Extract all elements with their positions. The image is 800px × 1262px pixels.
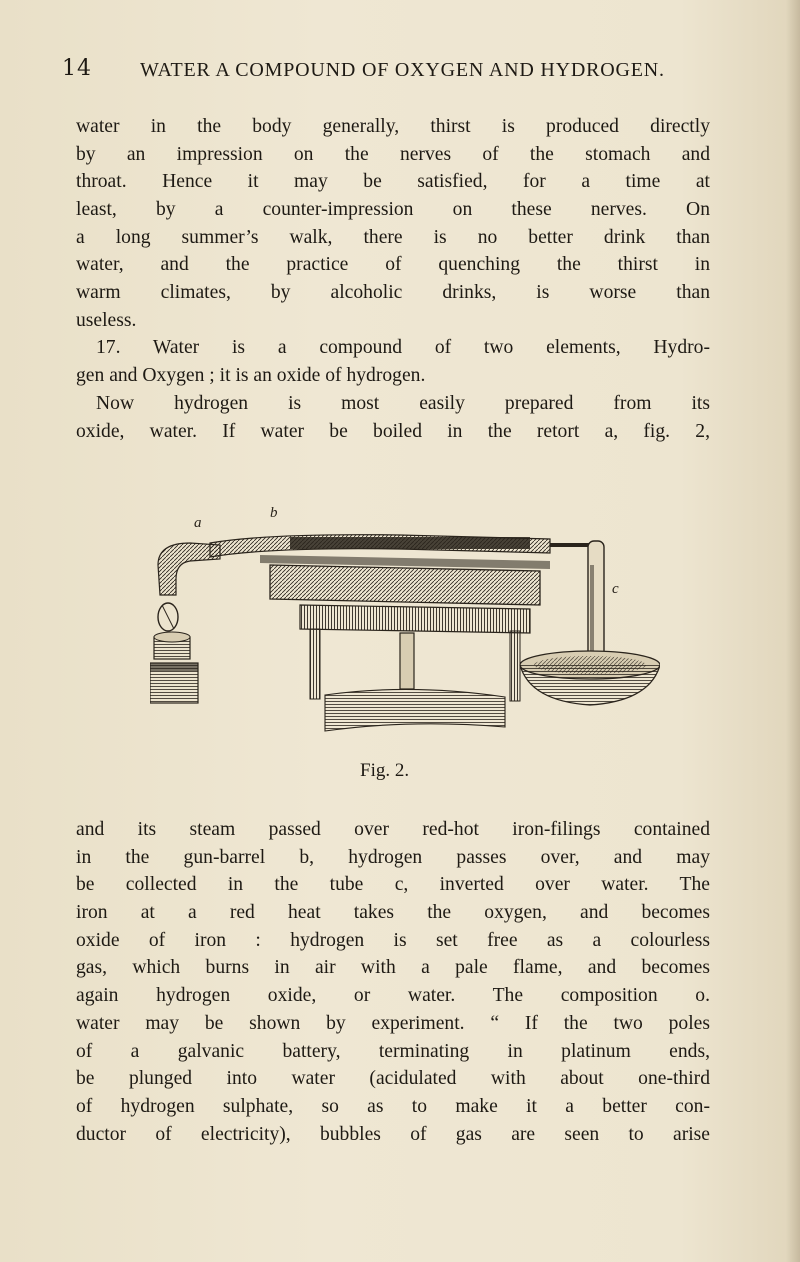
retort-a (150, 543, 220, 703)
paragraph-2 (76, 334, 710, 389)
paragraph-1 (76, 113, 710, 335)
paragraph-3 (76, 390, 710, 445)
text-line: Now hydrogen is most easily prepared from its (96, 393, 710, 414)
gun-barrel (210, 535, 550, 557)
text-line: a long summer’s walk, there is no better drink than (76, 226, 710, 248)
fig-2-apparatus-illustration (150, 505, 660, 745)
page-edge-shadow (786, 0, 800, 1262)
text-line: iron at a red heat takes the oxygen, and becomes (76, 902, 710, 924)
text-line: gas, which burns in air with a pale flame, and becomes (76, 957, 710, 979)
text-line: in the gun-barrel b, hydrogen passes over, and may (76, 846, 710, 868)
figure-caption: Fig. 2. (360, 760, 410, 781)
running-header (62, 56, 722, 88)
paragraph-4 (76, 816, 710, 1148)
label-b: b (270, 505, 278, 521)
text-line: again hydrogen oxide, or water. The composition o. (76, 985, 710, 1007)
label-a: a (194, 515, 202, 531)
text-line: be plunged into water (acidulated with about one-third (76, 1068, 710, 1090)
text-line: least, by a counter-impression on these nerves. On (76, 199, 710, 221)
text-line: water, and the practice of quenching the thirst in (76, 254, 710, 276)
text-line: throat. Hence it may be satisfied, for a time at (76, 171, 710, 193)
text-line: ductor of electricity), bubbles of gas are seen to arise (76, 1123, 710, 1145)
text-line: of hydrogen sulphate, so as to make it a better con- (76, 1095, 710, 1117)
text-line: by an impression on the nerves of the stomach and (76, 143, 710, 165)
text-line: warm climates, by alcoholic drinks, is worse than (76, 282, 710, 304)
furnace (260, 555, 550, 731)
label-c: c (612, 581, 619, 597)
text-line: of a galvanic battery, terminating in platinum ends, (76, 1040, 710, 1062)
text-line: useless. (76, 309, 137, 331)
running-title: WATER A COMPOUND OF OXYGEN AND HYDROGEN. (140, 59, 665, 81)
text-line: be collected in the tube c, inverted over water. The (76, 874, 710, 896)
text-line: water may be shown by experiment. “ If the two poles (76, 1012, 710, 1034)
text-line: water in the body generally, thirst is produced directly (76, 116, 710, 137)
pneumatic-trough (520, 651, 660, 705)
page-number: 14 (62, 56, 92, 81)
text-line: 17. Water is a compound of two elements, Hydro- (96, 337, 710, 358)
text-line: oxide of iron : hydrogen is set free as a colourless (76, 929, 710, 951)
text-line: gen and Oxygen ; it is an oxide of hydrogen. (76, 364, 426, 386)
text-line: oxide, water. If water be boiled in the retort a, fig. 2, (76, 420, 710, 442)
text-line: and its steam passed over red-hot iron-filings contained (76, 819, 710, 840)
